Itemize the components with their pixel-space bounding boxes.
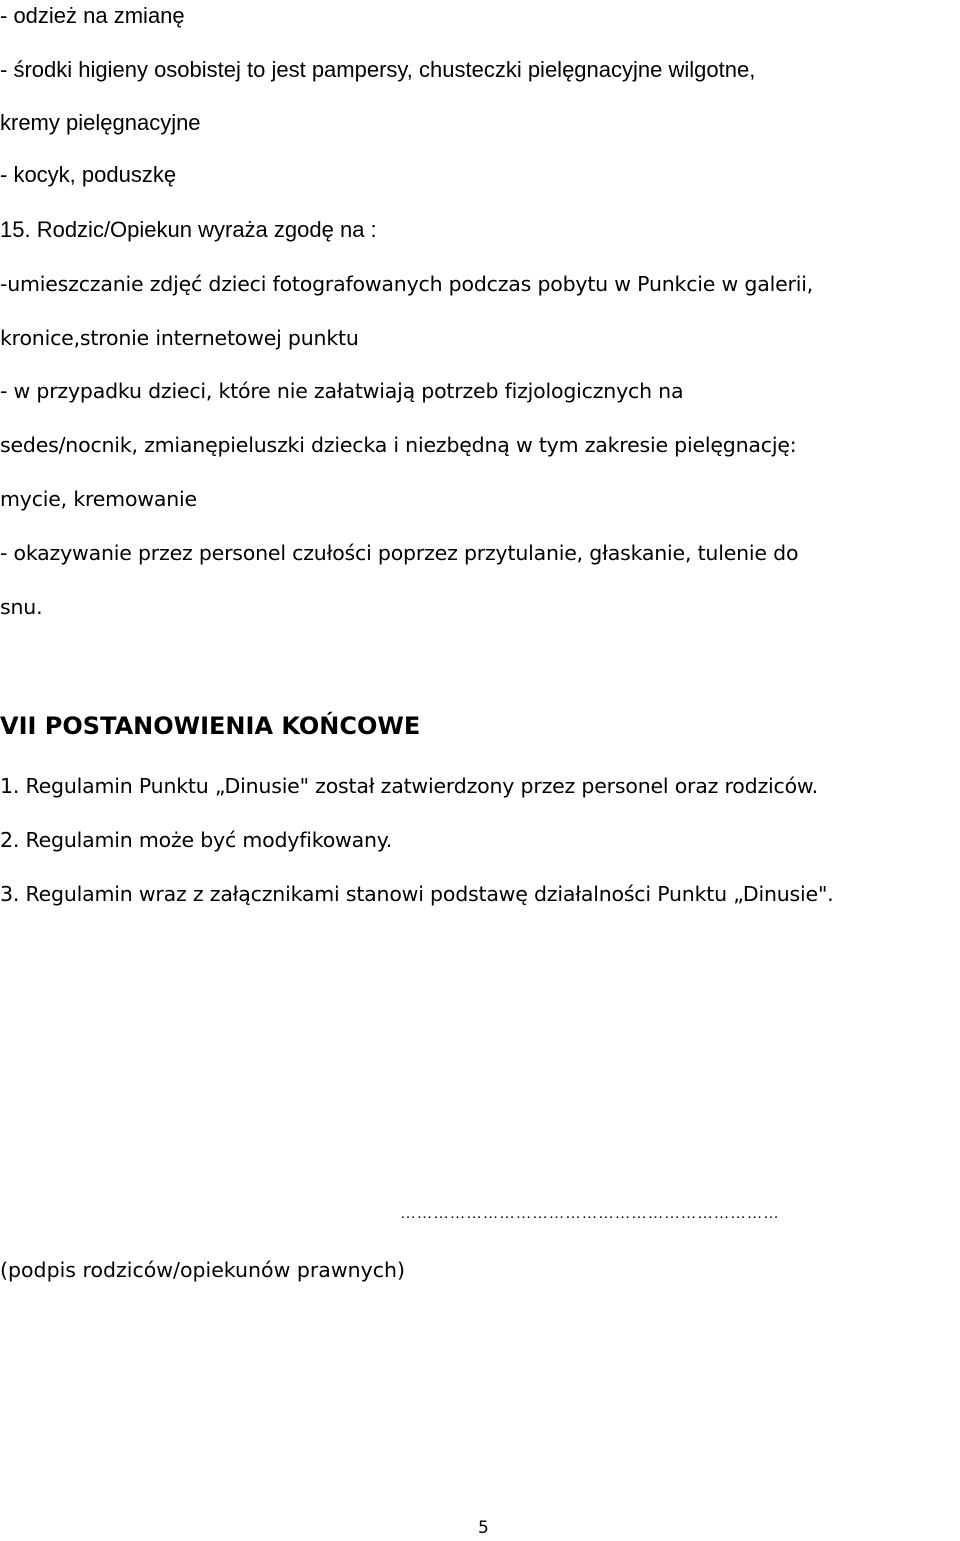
consent-line-photos-continued: kronice,stronie internetowej punktu — [0, 326, 359, 350]
consent-line-physiological: - w przypadku dzieci, które nie załatwiają potrzeb fizjologicznych na — [0, 379, 684, 403]
provision-item-2: 2. Regulamin może być modyfikowany. — [0, 828, 393, 852]
provision-item-3: 3. Regulamin wraz z załącznikami stanowi podstawę działalności Punktu „Dinusie". — [0, 882, 834, 906]
consent-line-washing: mycie, kremowanie — [0, 487, 197, 511]
list-item-hygiene-continued: kremy pielęgnacyjne — [0, 110, 201, 135]
consent-line-tenderness: - okazywanie przez personel czułości poprzez przytulanie, głaskanie, tulenie do — [0, 541, 799, 565]
consent-line-diapers: sedes/nocnik, zmianępieluszki dziecka i niezbędną w tym zakresie pielęgnację: — [0, 433, 797, 457]
list-item-hygiene: - środki higieny osobistej to jest pampersy, chusteczki pielęgnacyjne wilgotne, — [0, 57, 756, 82]
consent-line-photos: -umieszczanie zdjęć dzieci fotografowanych podczas pobytu w Punkcie w galerii, — [0, 272, 814, 296]
signature-caption: (podpis rodziców/opiekunów prawnych) — [0, 1258, 406, 1282]
section-heading-final-provisions: VII POSTANOWIENIA KOŃCOWE — [0, 712, 421, 740]
list-item-clothes: - odzież na zmianę — [0, 3, 185, 28]
list-item-blanket: - kocyk, poduszkę — [0, 162, 177, 187]
page-number: 5 — [478, 1518, 489, 1538]
provision-item-1: 1. Regulamin Punktu „Dinusie" został zatwierdzony przez personel oraz rodziców. — [0, 774, 818, 798]
consent-line-sleep: snu. — [0, 595, 43, 619]
consent-header: 15. Rodzic/Opiekun wyraża zgodę na : — [0, 217, 377, 242]
signature-line: …………………………………………………………… — [400, 1205, 780, 1222]
